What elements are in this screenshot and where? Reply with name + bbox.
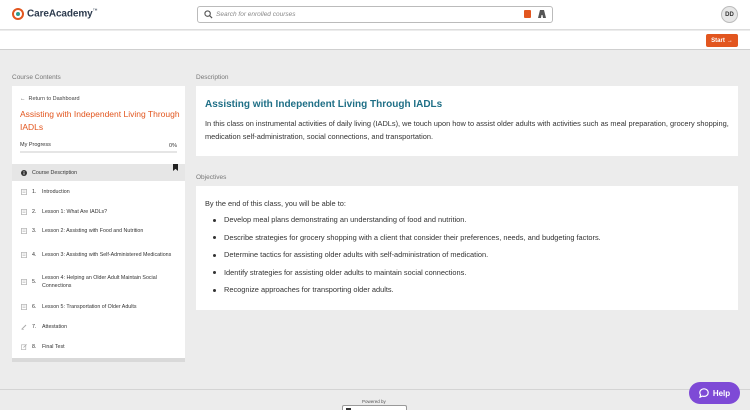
- sidebar-item-label: Course Description: [32, 169, 78, 176]
- course-search-box[interactable]: [197, 6, 553, 23]
- document-icon: [21, 252, 27, 258]
- course-contents-heading: Course Contents: [12, 74, 61, 81]
- progress-bar: [20, 151, 177, 153]
- careacademy-logo[interactable]: [12, 8, 98, 20]
- document-icon: [21, 279, 27, 285]
- description-body: In this class on instrumental activities of daily living (IADLs), we touch upon how to assist older adults with activities such as meal preparation, grocery shopping, medication self-administration, social connections, and transportation.: [205, 119, 729, 141]
- description-title: Assisting with Independent Living Through IADLs: [205, 99, 443, 110]
- course-action-bar: [0, 31, 750, 50]
- sidebar-item-label: Lesson 2: Assisting with Food and Nutrition: [42, 228, 144, 234]
- sidebar-item-number: 4.: [32, 251, 37, 258]
- return-to-dashboard-link[interactable]: [20, 96, 80, 102]
- objectives-panel: [196, 186, 738, 310]
- top-navigation-bar: [0, 0, 750, 30]
- arrow-left-icon: ←: [20, 96, 26, 102]
- progress-percent: 0%: [169, 143, 177, 149]
- sidebar-item-number: 1.: [32, 188, 37, 195]
- objective-item: Identify strategies for assisting older adults to maintain social connections.: [224, 268, 601, 286]
- sidebar-item-introduction[interactable]: [12, 181, 185, 202]
- sidebar-item-lesson-5[interactable]: [12, 296, 185, 317]
- sidebar-scrollbar[interactable]: [12, 358, 185, 362]
- objectives-heading: Objectives: [196, 174, 227, 181]
- lesson-list: [12, 164, 185, 357]
- chat-bubble-icon: [699, 388, 709, 398]
- objective-item: Recognize approaches for transporting older adults.: [224, 285, 601, 303]
- progress-label: My Progress: [20, 142, 51, 148]
- return-to-dashboard-label: Return to Dashboard: [28, 96, 80, 102]
- arrow-right-icon: →: [726, 37, 733, 44]
- sidebar-item-label: Final Test: [42, 343, 65, 350]
- sidebar-item-lesson-1[interactable]: [12, 202, 185, 221]
- sidebar-item-label: Lesson 3: Assisting with Self-Administered Medications: [42, 251, 172, 258]
- logo-icon: [12, 8, 24, 20]
- sidebar-item-number: 8.: [32, 343, 37, 350]
- course-contents-sidebar: [12, 86, 185, 362]
- document-icon: [21, 209, 27, 215]
- powered-by-logo[interactable]: [342, 405, 407, 410]
- sidebar-item-label: Lesson 5: Transportation of Older Adults: [42, 303, 137, 310]
- sidebar-item-label: Lesson 4: Helping an Older Adult Maintain Social Connections: [42, 275, 157, 289]
- objective-item: Describe strategies for grocery shopping with a client that consider their preferences, needs, and budgeting factors.: [224, 233, 601, 251]
- sidebar-item-number: 2.: [32, 208, 37, 215]
- document-icon: [21, 304, 27, 310]
- sidebar-item-label: Attestation: [42, 323, 68, 330]
- search-input[interactable]: [216, 8, 506, 21]
- search-icon: [204, 10, 213, 19]
- sidebar-item-attestation[interactable]: [12, 317, 185, 336]
- objective-item: Develop meal plans demonstrating an understanding of food and nutrition.: [224, 215, 601, 233]
- document-icon: [21, 228, 27, 234]
- sidebar-item-number: 6.: [32, 303, 37, 310]
- sidebar-item-lesson-2[interactable]: [12, 221, 185, 241]
- sidebar-item-number: 7.: [32, 323, 37, 330]
- document-icon: [21, 189, 27, 195]
- sidebar-item-lesson-3[interactable]: [12, 241, 185, 268]
- description-panel: [196, 86, 738, 156]
- bookmark-icon[interactable]: [173, 164, 178, 171]
- description-heading: Description: [196, 74, 229, 81]
- logo-text: CareAcademy: [27, 8, 93, 20]
- help-button-label: Help: [712, 388, 731, 398]
- extension-icon[interactable]: [524, 10, 531, 18]
- sidebar-item-number: 5.: [32, 279, 37, 285]
- course-title: Assisting with Independent Living Through IADLs: [20, 109, 180, 132]
- objectives-intro: By the end of this class, you will be able to:: [205, 199, 346, 208]
- sidebar-item-label: Introduction: [42, 188, 70, 195]
- objective-item: Determine tactics for assisting older adults with self-administration of medication.: [224, 250, 601, 268]
- sidebar-item-course-description[interactable]: [12, 164, 185, 181]
- objectives-list: [224, 215, 601, 303]
- help-button[interactable]: [689, 382, 740, 404]
- edit-icon: [21, 344, 27, 350]
- sidebar-item-number: 3.: [32, 228, 37, 234]
- footer-divider: [0, 389, 750, 390]
- start-button[interactable]: [706, 34, 738, 47]
- user-avatar[interactable]: DD: [721, 6, 738, 23]
- powered-by-label: Powered by: [362, 399, 386, 404]
- logo-trademark: ™: [92, 8, 98, 15]
- start-button-label: Start: [711, 37, 725, 44]
- sidebar-item-lesson-4[interactable]: [12, 268, 185, 296]
- info-icon: [21, 170, 27, 176]
- pen-icon: [21, 324, 27, 330]
- sidebar-item-label: Lesson 1: What Are IADLs?: [42, 208, 108, 215]
- road-icon[interactable]: [538, 10, 546, 18]
- sidebar-item-final-test[interactable]: [12, 336, 185, 357]
